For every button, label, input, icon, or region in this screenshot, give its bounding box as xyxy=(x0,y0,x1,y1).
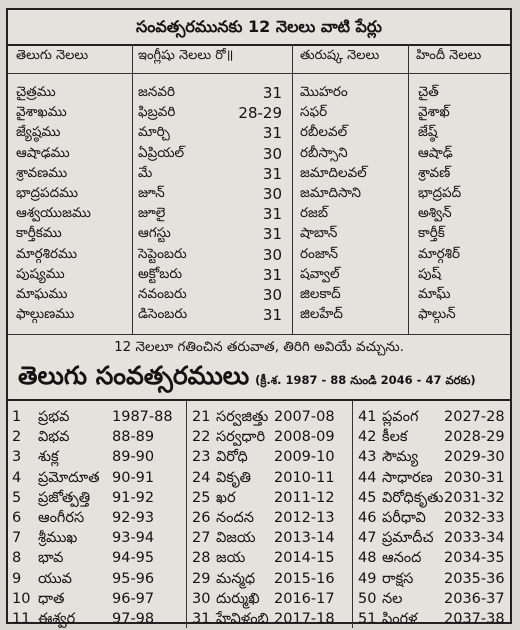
year-number: 46 xyxy=(358,510,377,526)
months-note: 12 నెలలూ గతించిన తరువాత, తిరిగి అవియే వచ్చును. xyxy=(8,334,510,359)
year-row xyxy=(354,527,512,549)
year-name: ప్రభవ xyxy=(38,409,70,425)
year-row xyxy=(188,467,352,489)
year-range: 2031-32 xyxy=(444,489,505,506)
year-row xyxy=(188,426,352,448)
year-number: 48 xyxy=(358,550,377,567)
year-row xyxy=(8,467,186,489)
month-english: ఏప్రియల్ xyxy=(138,144,185,161)
year-name: కీలక xyxy=(382,429,408,446)
column-divider xyxy=(292,44,293,334)
month-hindi: మార్గశిర్ xyxy=(418,245,461,262)
year-name: దుర్ముఖి xyxy=(216,590,260,607)
year-row xyxy=(8,547,186,569)
month-english: ఫిబ్రవరి xyxy=(138,104,176,121)
month-english: జూన్ xyxy=(138,185,165,201)
year-row xyxy=(354,467,512,489)
month-hindi: పుష్ xyxy=(418,265,442,282)
header-hindi-months: హిందీ నెలలు xyxy=(416,48,482,63)
year-number: 41 xyxy=(358,409,377,425)
year-row xyxy=(188,547,352,569)
year-range: 2008-09 xyxy=(274,429,335,446)
year-name: ఈశ్వర xyxy=(38,611,76,627)
month-turkish: రబీస్సాని xyxy=(300,144,348,161)
year-name: సౌమ్య xyxy=(382,449,419,466)
year-number: 9 xyxy=(12,570,22,587)
year-range: 2027-28 xyxy=(444,409,505,425)
years-column xyxy=(8,401,186,628)
year-row xyxy=(354,608,512,630)
years-column xyxy=(354,401,512,628)
year-row xyxy=(354,507,512,529)
year-number: 22 xyxy=(192,429,211,446)
month-telugu: చైత్రము xyxy=(16,84,56,100)
year-name: రాక్షస xyxy=(382,570,414,587)
year-range: 2017-18 xyxy=(274,611,335,627)
year-name: జయ xyxy=(216,550,246,567)
month-telugu: వైశాఖము xyxy=(16,104,67,121)
year-number: 50 xyxy=(358,590,377,607)
year-range: 97-98 xyxy=(112,611,155,627)
year-name: సాధారణ xyxy=(382,469,433,486)
year-range: 92-93 xyxy=(112,510,155,526)
month-turkish: జిలహేద్ xyxy=(300,306,343,323)
years-title: తెలుగు సంవత్సరములు xyxy=(18,361,250,390)
month-telugu: ఫాల్గుణము xyxy=(16,306,75,323)
year-name: హేవిళంబి xyxy=(216,611,269,627)
year-number: 3 xyxy=(12,449,22,466)
column-divider xyxy=(132,44,133,334)
month-english: అక్టోబరు xyxy=(138,265,183,282)
year-range: 95-96 xyxy=(112,570,155,587)
year-row xyxy=(354,568,512,590)
year-range: 93-94 xyxy=(112,530,155,547)
year-number: 29 xyxy=(192,570,211,587)
year-row xyxy=(188,568,352,590)
year-name: ప్రమోదూత xyxy=(38,469,100,486)
year-range: 91-92 xyxy=(112,489,155,506)
year-name: ప్రజోత్పత్తి xyxy=(38,489,91,506)
year-number: 7 xyxy=(12,530,22,547)
year-range: 2015-16 xyxy=(274,570,335,587)
year-number: 2 xyxy=(12,429,22,446)
year-number: 26 xyxy=(192,510,211,526)
year-row xyxy=(354,588,512,610)
year-range: 2032-33 xyxy=(444,510,505,526)
year-range: 2037-38 xyxy=(444,611,505,627)
year-name: వికృతి xyxy=(216,469,252,486)
year-number: 1 xyxy=(12,409,22,425)
month-days: 31 xyxy=(262,124,282,143)
month-english: జూలై xyxy=(138,205,166,222)
year-range: 2007-08 xyxy=(274,409,335,425)
month-turkish: జమాదిసాని xyxy=(300,185,361,201)
year-range: 2010-11 xyxy=(274,469,335,486)
month-hindi: వైశాఖ్ xyxy=(418,104,450,121)
year-range: 2009-10 xyxy=(274,449,335,466)
year-range: 89-90 xyxy=(112,449,155,466)
year-name: పింగళ xyxy=(382,611,418,627)
month-english: సెప్టెంబరు xyxy=(138,245,187,262)
year-range: 2011-12 xyxy=(274,489,335,506)
year-number: 43 xyxy=(358,449,377,466)
month-hindi: కార్తీక్ xyxy=(418,225,445,242)
year-range: 2012-13 xyxy=(274,510,335,526)
month-hindi: చైత్ xyxy=(418,84,439,100)
year-number: 30 xyxy=(192,590,211,607)
month-english: మార్చి xyxy=(138,124,170,141)
year-name: ఖర xyxy=(216,489,236,506)
year-row xyxy=(8,568,186,590)
month-english: మే xyxy=(138,164,153,181)
year-name: సర్వధారి xyxy=(216,429,266,446)
year-number: 8 xyxy=(12,550,22,567)
years-heading xyxy=(18,358,476,394)
month-turkish: రబీలవల్ xyxy=(300,124,348,141)
year-range: 2028-29 xyxy=(444,429,505,446)
years-subtitle: (క్రీ.శ. 1987 - 88 నుండి 2046 - 47 వరకు) xyxy=(255,373,476,387)
month-telugu: భాద్రపదము xyxy=(16,185,79,201)
year-number: 11 xyxy=(12,611,31,627)
year-range: 2035-36 xyxy=(444,570,505,587)
year-row xyxy=(8,487,186,509)
year-number: 45 xyxy=(358,489,377,506)
year-row xyxy=(354,426,512,448)
header-telugu-months: తెలుగు నెలలు xyxy=(16,48,89,63)
month-hindi: మాఘ్ xyxy=(418,286,451,302)
year-range: 94-95 xyxy=(112,550,155,567)
month-turkish: షవ్వాల్ xyxy=(300,265,340,282)
years-table xyxy=(8,399,510,628)
column-divider xyxy=(352,401,353,628)
year-row xyxy=(188,588,352,610)
year-row xyxy=(354,487,512,509)
column-divider xyxy=(186,401,187,628)
year-number: 28 xyxy=(192,550,211,567)
month-turkish: రజబ్ xyxy=(300,205,328,222)
year-number: 49 xyxy=(358,570,377,587)
year-name: ఆంగీరస xyxy=(38,510,85,526)
year-row xyxy=(354,446,512,468)
month-days: 31 xyxy=(262,265,282,284)
year-number: 51 xyxy=(358,611,377,627)
month-telugu: మార్గశిరము xyxy=(16,245,78,262)
year-row xyxy=(188,446,352,468)
column-divider xyxy=(408,44,409,334)
year-range: 1987-88 xyxy=(112,409,173,425)
year-name: మన్మధ xyxy=(216,570,256,587)
month-days: 30 xyxy=(262,245,282,264)
month-english: ఆగస్టు xyxy=(138,225,171,242)
year-number: 23 xyxy=(192,449,211,466)
month-days: 30 xyxy=(262,286,282,304)
year-range: 2030-31 xyxy=(444,469,505,486)
year-name: సర్వజిత్తు xyxy=(216,409,269,425)
month-turkish: జిలకాద్ xyxy=(300,286,341,302)
month-hindi: శ్రావణ్ xyxy=(418,164,451,181)
year-number: 6 xyxy=(12,510,22,526)
month-telugu: శ్రావణము xyxy=(16,164,68,181)
year-number: 4 xyxy=(12,469,22,486)
year-row xyxy=(354,406,512,428)
year-range: 2034-35 xyxy=(444,550,505,567)
year-number: 47 xyxy=(358,530,377,547)
month-english: నవంబరు xyxy=(138,286,187,302)
month-turkish: షాబాన్ xyxy=(300,225,338,242)
year-row xyxy=(188,527,352,549)
month-english: డిసెంబరు xyxy=(138,306,188,323)
header-english-months: ఇంగ్లీషు నెలలు రో॥ xyxy=(138,48,234,63)
year-range: 2013-14 xyxy=(274,530,335,547)
months-table xyxy=(8,44,510,334)
year-row xyxy=(188,507,352,529)
year-number: 44 xyxy=(358,469,377,486)
month-telugu: జ్యేష్ఠము xyxy=(16,124,61,141)
year-name: నందన xyxy=(216,510,254,526)
year-range: 2033-34 xyxy=(444,530,505,547)
year-number: 10 xyxy=(12,590,31,607)
month-days: 31 xyxy=(262,205,282,224)
year-name: విరోధికృతు xyxy=(382,489,444,506)
year-range: 2036-37 xyxy=(444,590,505,607)
year-number: 42 xyxy=(358,429,377,446)
month-hindi: ఆషాఢ్ xyxy=(418,144,453,161)
year-number: 5 xyxy=(12,489,22,506)
year-name: నల xyxy=(382,590,403,607)
header-turkish-months: తురుష్క నెలలు xyxy=(300,48,380,63)
month-telugu: మాఘము xyxy=(16,286,68,302)
year-range: 90-91 xyxy=(112,469,155,486)
year-name: శ్రీముఖ xyxy=(38,530,78,547)
month-english: జనవరి xyxy=(138,84,175,100)
year-row xyxy=(8,426,186,448)
year-name: విరోధి xyxy=(216,449,248,466)
year-name: విజయ xyxy=(216,530,256,547)
year-row xyxy=(8,406,186,428)
year-range: 88-89 xyxy=(112,429,155,446)
month-days: 31 xyxy=(262,306,282,325)
year-range: 2029-30 xyxy=(444,449,505,466)
year-name: విభవ xyxy=(38,429,70,446)
month-turkish: మొహరం xyxy=(300,84,348,100)
year-row xyxy=(354,547,512,569)
month-hindi: భాద్రపద్ xyxy=(418,185,462,201)
months-title: సంవత్సరమునకు 12 నెలలు వాటి పేర్లు xyxy=(8,10,510,46)
year-name: శుక్ల xyxy=(38,449,59,466)
month-hindi: జేష్ఠ్ xyxy=(418,124,438,141)
month-telugu: ఆశ్వయుజము xyxy=(16,205,91,222)
month-days: 31 xyxy=(262,225,282,244)
year-name: ధాత xyxy=(38,590,65,607)
month-telugu: ఆషాఢము xyxy=(16,144,70,161)
year-name: యువ xyxy=(38,570,72,587)
month-hindi: ఫాల్గున్ xyxy=(418,306,456,323)
year-name: పరీధావి xyxy=(382,510,426,526)
year-row xyxy=(8,527,186,549)
month-telugu: పుష్యము xyxy=(16,265,65,282)
year-row xyxy=(188,406,352,428)
year-name: భావ xyxy=(38,550,64,567)
year-range: 2014-15 xyxy=(274,550,335,567)
year-row xyxy=(8,507,186,529)
year-row xyxy=(8,588,186,610)
year-row xyxy=(188,487,352,509)
month-days: 28-29 xyxy=(238,104,282,123)
header-divider xyxy=(8,73,510,74)
year-name: ప్రమాదీచ xyxy=(382,530,434,547)
year-row xyxy=(188,608,352,630)
year-range: 96-97 xyxy=(112,590,155,607)
year-row xyxy=(8,608,186,630)
month-turkish: సఫర్ xyxy=(300,104,328,121)
month-telugu: కార్తీకము xyxy=(16,225,62,242)
month-days: 31 xyxy=(262,164,282,183)
year-number: 24 xyxy=(192,469,211,486)
year-range: 2016-17 xyxy=(274,590,335,607)
year-name: ప్లవంగ xyxy=(382,409,419,425)
year-number: 25 xyxy=(192,489,211,506)
calendar-sheet xyxy=(6,8,512,627)
month-turkish: జమాదిలవల్ xyxy=(300,164,367,181)
year-number: 21 xyxy=(192,409,211,425)
month-days: 30 xyxy=(262,185,282,203)
month-days: 30 xyxy=(262,144,282,163)
year-number: 31 xyxy=(192,611,211,627)
year-row xyxy=(8,446,186,468)
year-number: 27 xyxy=(192,530,211,547)
years-column xyxy=(188,401,352,628)
month-hindi: అశ్విన్ xyxy=(418,205,452,222)
month-days: 31 xyxy=(262,84,282,102)
month-turkish: రంజాన్ xyxy=(300,245,338,262)
year-name: ఆనంద xyxy=(382,550,422,567)
